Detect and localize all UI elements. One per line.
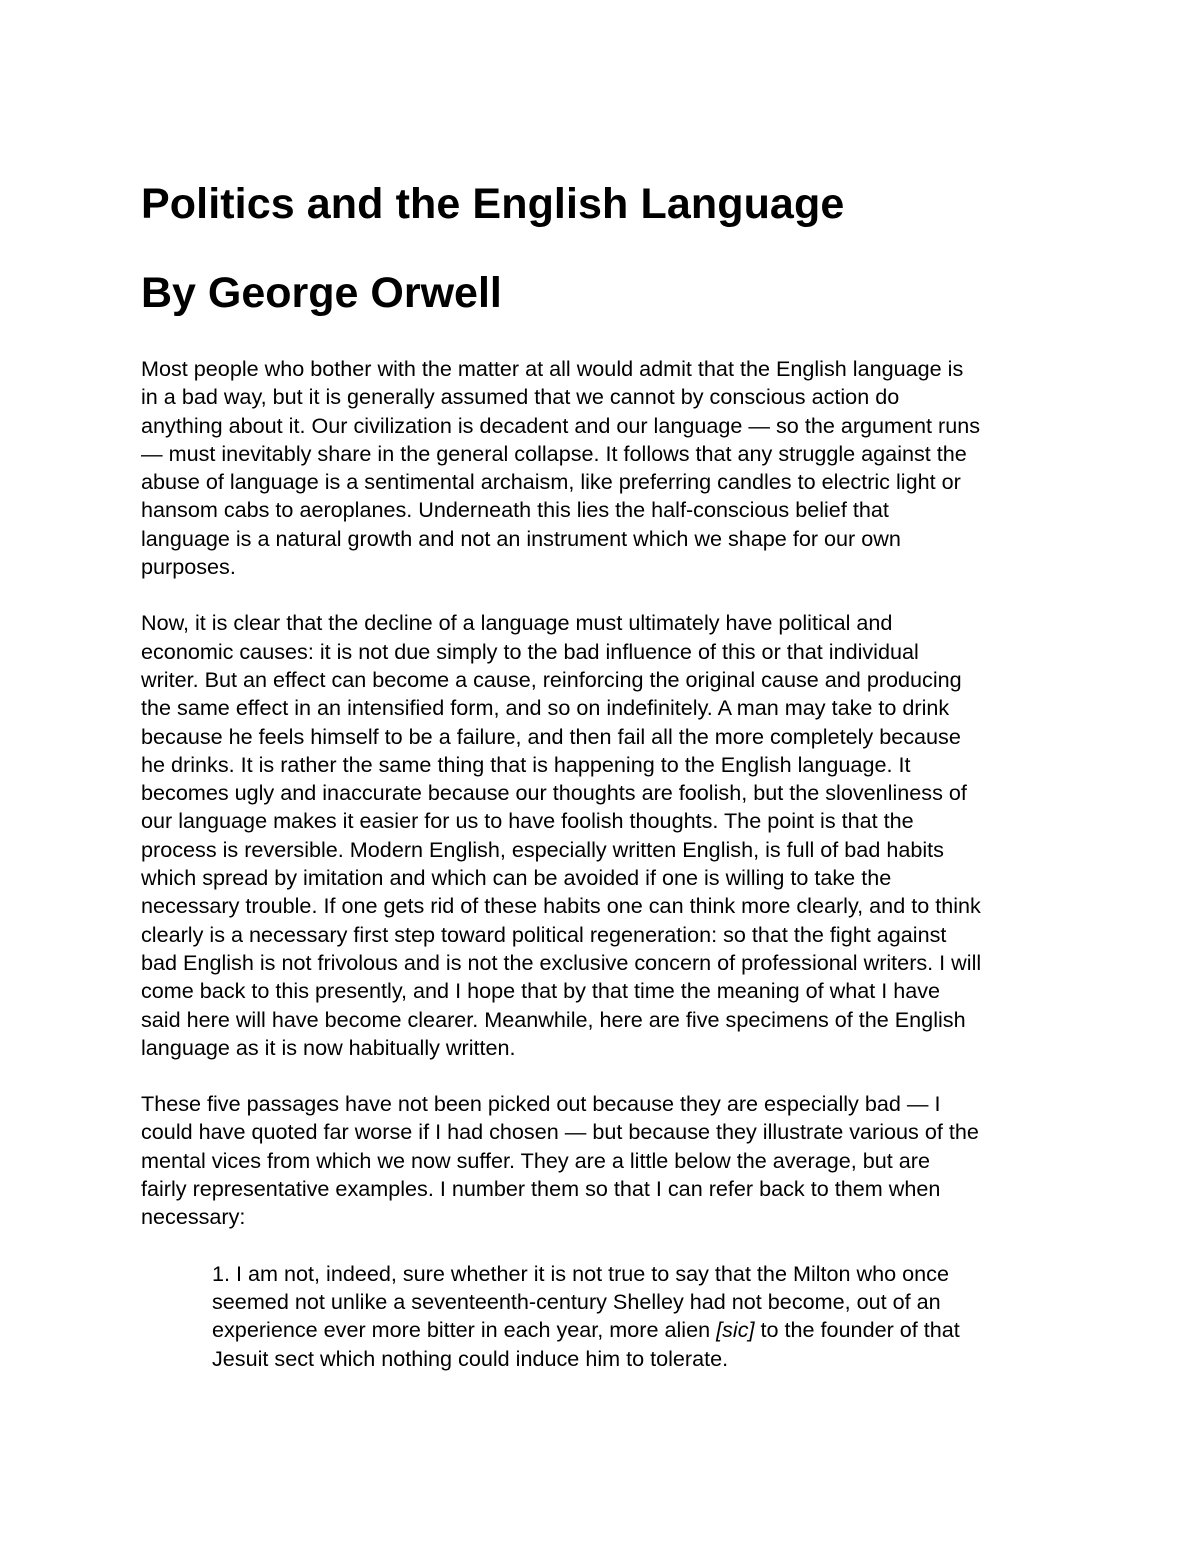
paragraph-line: because he feels himself to be a failure, and then fail all the more completely because bbox=[141, 723, 961, 749]
paragraph-line: These five passages have not been picked out because they are especially bad — I bbox=[141, 1091, 941, 1117]
quote-line: seemed not unlike a seventeenth-century Shelley had not become, out of an bbox=[212, 1288, 941, 1314]
quote-line: Jesuit sect which nothing could induce him to tolerate. bbox=[212, 1345, 729, 1371]
paragraph-line: fairly representative examples. I number them so that I can refer back to them when bbox=[141, 1176, 941, 1202]
paragraph-line: becomes ugly and inaccurate because our thoughts are foolish, but the slovenliness of bbox=[141, 780, 967, 806]
paragraph-line: in a bad way, but it is generally assumed that we cannot by conscious action do bbox=[141, 384, 900, 410]
paragraph-line: writer. But an effect can become a cause, reinforcing the original cause and producing bbox=[141, 666, 962, 692]
paragraph-line: come back to this presently, and I hope that by that time the meaning of what I have bbox=[141, 978, 941, 1004]
paragraph-line: he drinks. It is rather the same thing that is happening to the English language. It bbox=[141, 751, 911, 777]
quote-text: experience ever more bitter in each year, more alien bbox=[212, 1317, 717, 1343]
paragraph-line: mental vices from which we now suffer. They are a little below the average, but are bbox=[141, 1147, 930, 1173]
sic-annotation: [sic] bbox=[716, 1317, 755, 1343]
quote-text: to the founder of that bbox=[754, 1317, 960, 1343]
paragraph-line: our language makes it easier for us to have foolish thoughts. The point is that the bbox=[141, 808, 914, 834]
paragraph-line: necessary trouble. If one gets rid of these habits one can think more clearly, and to think bbox=[141, 893, 981, 919]
paragraph-line: purposes. bbox=[141, 554, 236, 580]
paragraph-3 bbox=[141, 1090, 1071, 1231]
paragraph-line: said here will have become clearer. Meanwhile, here are five specimens of the English bbox=[141, 1006, 966, 1032]
document-title: Politics and the English Language bbox=[141, 180, 845, 228]
paragraph-line: anything about it. Our civilization is decadent and our language — so the argument runs bbox=[141, 412, 981, 438]
paragraph-line: — must inevitably share in the general collapse. It follows that any struggle against the bbox=[141, 440, 967, 466]
quoted-passage-1 bbox=[212, 1260, 1071, 1373]
paragraph-line: Now, it is clear that the decline of a language must ultimately have political and bbox=[141, 610, 893, 636]
paragraph-line: could have quoted far worse if I had chosen — but because they illustrate various of the bbox=[141, 1119, 979, 1145]
paragraph-line: abuse of language is a sentimental archaism, like preferring candles to electric light or bbox=[141, 469, 961, 495]
document-author: By George Orwell bbox=[141, 269, 502, 317]
document-page bbox=[141, 176, 1071, 1373]
quote-line: 1. I am not, indeed, sure whether it is not true to say that the Milton who once bbox=[212, 1260, 949, 1286]
paragraph-line: language is a natural growth and not an instrument which we shape for our own bbox=[141, 525, 901, 551]
paragraph-line: necessary: bbox=[141, 1204, 246, 1230]
paragraph-line: language as it is now habitually written. bbox=[141, 1034, 516, 1060]
paragraph-line: which spread by imitation and which can be avoided if one is willing to take the bbox=[141, 865, 892, 891]
paragraph-line: hansom cabs to aeroplanes. Underneath this lies the half-conscious belief that bbox=[141, 497, 889, 523]
paragraph-line: economic causes: it is not due simply to the bad influence of this or that individual bbox=[141, 638, 919, 664]
paragraph-line: process is reversible. Modern English, especially written English, is full of bad habits bbox=[141, 836, 944, 862]
paragraph-line: Most people who bother with the matter at all would admit that the English language is bbox=[141, 356, 964, 381]
paragraph-line: the same effect in an intensified form, and so on indefinitely. A man may take to drink bbox=[141, 695, 950, 721]
paragraph-2 bbox=[141, 609, 1071, 1062]
paragraph-1 bbox=[141, 355, 1071, 581]
paragraph-line: bad English is not frivolous and is not the exclusive concern of professional writers. I will bbox=[141, 949, 982, 975]
quote-line-with-sic bbox=[212, 1316, 1071, 1344]
paragraph-line: clearly is a necessary first step toward political regeneration: so that the fight against bbox=[141, 921, 947, 947]
